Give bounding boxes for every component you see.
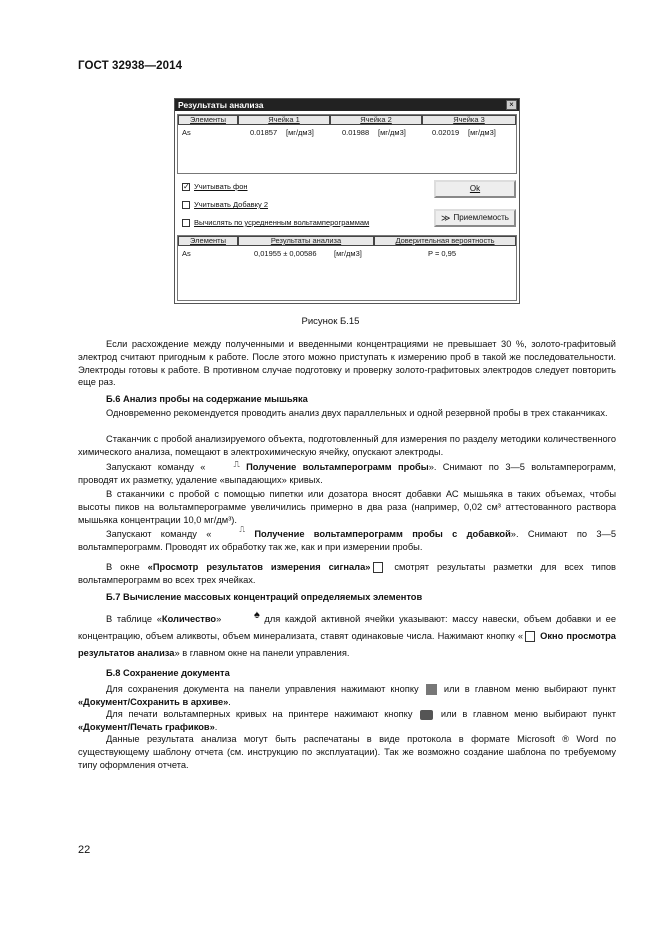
ok-button[interactable]: Ok — [434, 180, 516, 198]
checkbox-checked-icon[interactable]: ✓ — [183, 181, 190, 191]
double-chevron-icon: ≫ — [441, 213, 451, 223]
results-window-icon — [525, 631, 535, 642]
checkbox-addition2[interactable] — [182, 200, 268, 209]
acceptability-label: Приемлемость — [453, 213, 509, 222]
cell3-unit: [мг/дм3] — [468, 128, 496, 137]
paragraph: Запускают команду « ⎍ Получение вольтамперограмм пробы с добавкой». Снимают по 3—5 вольтамперограмм. Проводят их обработку так же, как и при измерении пробы. — [78, 525, 616, 552]
checkbox-addition2-label: Учитывать Добавку 2 — [194, 200, 269, 209]
grid2-header-elements[interactable]: Элементы — [178, 236, 238, 246]
printer-icon — [420, 710, 433, 720]
page-number: 22 — [78, 844, 91, 856]
section-heading: Б.6 Анализ пробы на содержание мышьяка — [106, 394, 308, 404]
grid2-header-confidence[interactable]: Доверительная вероятность — [374, 236, 516, 246]
confidence-value: P = 0,95 — [428, 249, 457, 258]
cells-results-grid — [177, 114, 517, 174]
paragraph: В окне «Просмотр результатов измерения сигнала» смотрят результаты разметки для всех типов вольтамперограмм во всех трех ячейках. — [78, 562, 616, 585]
cell3-value: 0.02019 — [432, 128, 460, 137]
paragraph: Данные результата анализа могут быть распечатаны в виде протокола в формате Microsoft ® Word по существующему шаблону отчета (см. инструкцию по эксплуатации). Так же возможно создание шаблона по требуемому типу оформления отчета. — [78, 734, 616, 770]
paragraph: Запускают команду « ⎍ Получение вольтамперограмм пробы». Снимают по 3—5 вольтамперограмм, проводят их разметку, удаление «выпадающих» кривых. — [78, 459, 617, 485]
paragraph: В таблице «Количество» ♠ для каждой активной ячейки указывают: массу навески, объем добавки и ее концентрацию, объем аликвоты, объем минерализата, ставят одинаковые числа. Нажимают кнопку « Окно просмотра результатов анализа» в главном окне на панели управления. — [78, 609, 616, 658]
section-heading: Б.7 Вычисление массовых концентраций определяемых элементов — [106, 592, 423, 602]
signal-view-icon — [373, 562, 383, 573]
checkbox-unchecked-icon[interactable] — [182, 219, 190, 227]
grid2-element: As — [182, 249, 191, 258]
section-heading: Б.8 Сохранение документа — [106, 668, 230, 678]
document-header: ГОСТ 32938—2014 — [78, 60, 183, 72]
grid2-header-results[interactable]: Результаты анализа — [238, 236, 374, 246]
checkbox-averaged-label: Вычислять по усредненным вольтамперограммам — [194, 218, 370, 227]
result-value: 0,01955 ± 0,00586 — [254, 249, 317, 258]
grid-header-cell2[interactable]: Ячейка 2 — [330, 115, 422, 125]
save-archive-icon — [426, 684, 437, 695]
paragraph: В стаканчики с пробой с помощью пипетки или дозатора вносят добавки АС мышьяка в таких объемах, чтобы высоты пиков на вольтамперограмме увеличились примерно в два раза (например, 0,02 см³ аттестованного раствора мышьяка концентрации 10,0 мг/дм³). — [78, 489, 616, 525]
analysis-results-grid — [177, 235, 517, 301]
grid-header-elements[interactable]: Элементы — [178, 115, 238, 125]
checkbox-background-label: Учитывать фон — [194, 182, 248, 191]
checkbox-background[interactable] — [182, 182, 248, 191]
cell2-unit: [мг/дм3] — [378, 128, 406, 137]
checkbox-unchecked-icon[interactable] — [182, 201, 190, 209]
paragraph: Если расхождение между полученными и введенными концентрациями не превышает 30 %, золото-графитовый электрод считают пригодным к работе. После этого можно приступать к измерению проб в такой же последовательности. Электроды готовы к работе. В противном случае подготовку и проверку золото-графитовых электродов следует повторить еще раз. — [78, 339, 616, 388]
paragraph: Для печати вольтамперных кривых на принтере нажимают кнопку или в главном меню выбирают пункт «Документ/Печать графиков». — [78, 709, 616, 732]
paragraph: Одновременно рекомендуется проводить анализ двух параллельных и одной резервной пробы в трех стаканчиках. — [106, 408, 608, 418]
cell2-value: 0.01988 — [342, 128, 370, 137]
grid-header-cell3[interactable]: Ячейка 3 — [422, 115, 516, 125]
paragraph: Стаканчик с пробой анализируемого объекта, подготовленный для измерения по разделу методики количественного химического анализа, помещают в электрохимическую ячейку, опускают электроды. — [78, 434, 616, 457]
quantity-flask-icon: ♠ — [253, 609, 260, 622]
voltammogram-icon: ⎍ — [233, 459, 240, 470]
cell1-unit: [мг/дм3] — [286, 128, 314, 137]
acceptability-button[interactable] — [434, 209, 516, 227]
close-icon[interactable]: × — [506, 100, 517, 110]
checkbox-averaged[interactable] — [182, 218, 369, 227]
cell1-value: 0.01857 — [250, 128, 278, 137]
grid-header-cell1[interactable]: Ячейка 1 — [238, 115, 330, 125]
dialog-title: Результаты анализа — [175, 99, 519, 111]
grid-element: As — [182, 128, 191, 137]
paragraph: Для сохранения документа на панели управления нажимают кнопку или в главном меню выбирают пункт «Документ/Сохранить в архиве». — [78, 684, 616, 707]
figure-caption: Рисунок Б.15 — [301, 316, 360, 327]
result-unit: [мг/дм3] — [334, 249, 362, 258]
voltammogram-addition-icon: ⎍ — [239, 525, 246, 535]
results-dialog — [174, 98, 520, 304]
